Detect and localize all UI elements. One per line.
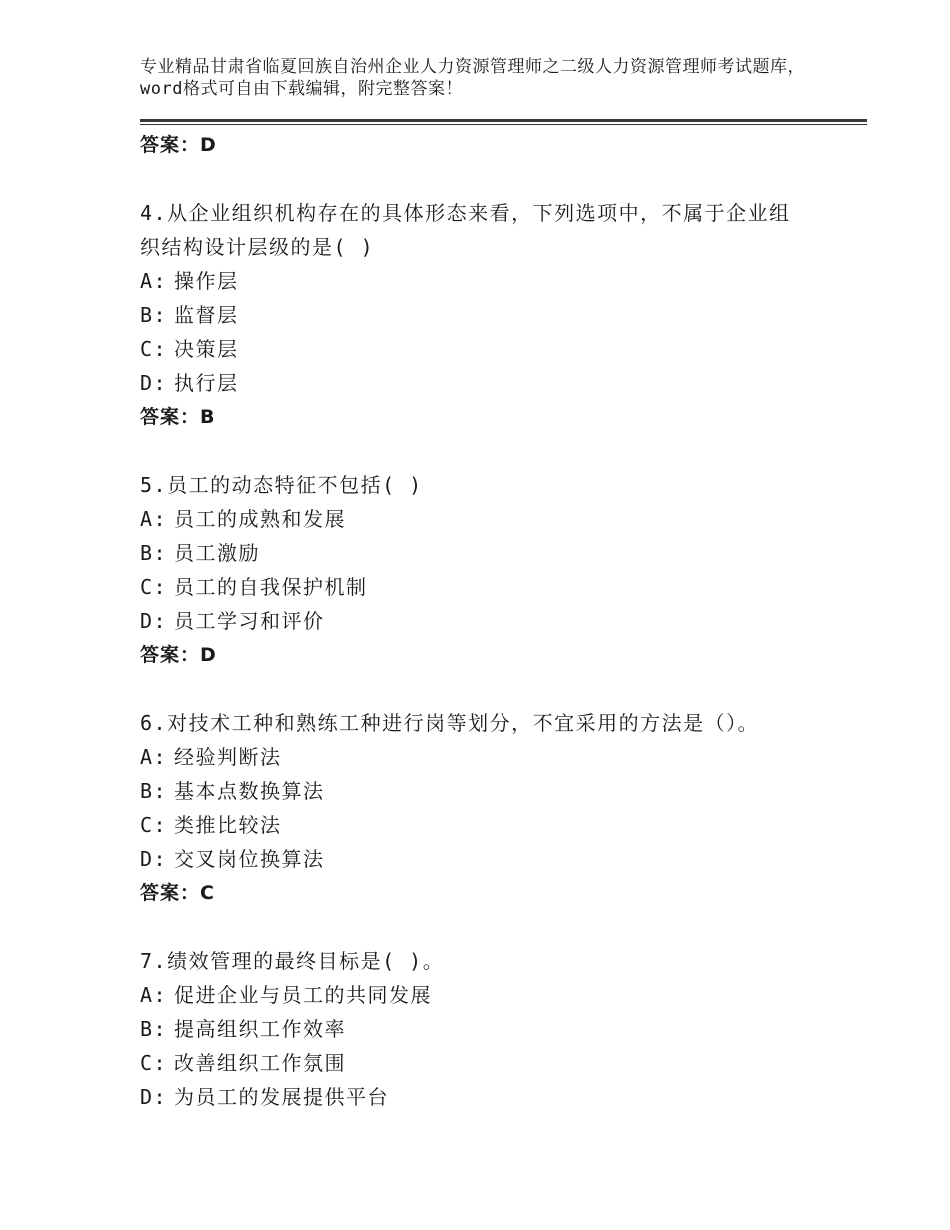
option-letter: B: [140,541,168,565]
option-c [140,332,867,366]
header-rule-thin [140,124,867,125]
option-letter: A: [140,745,168,769]
option-a [140,502,867,536]
option-text: 基本点数换算法 [174,779,325,803]
header-rule-thick [140,119,867,122]
option-b [140,298,867,332]
option-text: 操作层 [174,269,239,293]
option-d [140,604,867,638]
option-b [140,1012,867,1046]
question-list [140,128,867,1114]
option-letter: C: [140,1051,168,1075]
question-block [140,706,867,910]
option-text: 员工激励 [174,541,260,565]
option-b [140,774,867,808]
option-text: 经验判断法 [174,745,282,769]
option-letter: C: [140,575,168,599]
question-block [140,196,867,434]
option-text: 员工的自我保护机制 [174,575,368,599]
option-text: 促进企业与员工的共同发展 [174,983,432,1007]
option-letter: A: [140,269,168,293]
question-stem: 4.从企业组织机构存在的具体形态来看，下列选项中，不属于企业组织结构设计层级的是( ) [140,201,791,259]
option-text: 监督层 [174,303,239,327]
option-letter: D: [140,609,168,633]
spacer [140,910,867,944]
option-text: 执行层 [174,371,239,395]
option-letter: C: [140,813,168,837]
question-block [140,468,867,672]
option-a [140,740,867,774]
spacer [140,672,867,706]
option-letter: A: [140,983,168,1007]
option-text: 为员工的发展提供平台 [174,1085,389,1109]
question-stem: 7.绩效管理的最终目标是( )。 [140,949,445,973]
option-letter: B: [140,303,168,327]
option-text: 员工的成熟和发展 [174,507,346,531]
answer-line: 答案：D [140,134,217,156]
option-b [140,536,867,570]
answer-line: 答案：C [140,882,215,904]
question-stem: 6.对技术工种和熟练工种进行岗等划分，不宜采用的方法是（）。 [140,711,760,735]
option-a [140,264,867,298]
option-a [140,978,867,1012]
question-stem: 5.员工的动态特征不包括( ) [140,473,423,497]
option-text: 员工学习和评价 [174,609,325,633]
option-text: 决策层 [174,337,239,361]
option-d [140,366,867,400]
question-block [140,944,867,1114]
option-letter: B: [140,1017,168,1041]
answer-line: 答案：B [140,406,216,428]
option-d [140,842,867,876]
option-letter: D: [140,847,168,871]
header-title: 专业精品甘肃省临夏回族自治州企业人力资源管理师之二级人力资源管理师考试题库，word格式可自由下载编辑，附完整答案！ [140,57,805,99]
option-text: 交叉岗位换算法 [174,847,325,871]
option-c [140,1046,867,1080]
option-letter: C: [140,337,168,361]
option-letter: A: [140,507,168,531]
option-c [140,570,867,604]
spacer [140,434,867,468]
answer-line: 答案：D [140,644,217,666]
option-c [140,808,867,842]
spacer [140,162,867,196]
option-text: 提高组织工作效率 [174,1017,346,1041]
option-letter: D: [140,371,168,395]
option-text: 改善组织工作氛围 [174,1051,346,1075]
option-letter: B: [140,779,168,803]
option-letter: D: [140,1085,168,1109]
option-text: 类推比较法 [174,813,282,837]
option-d [140,1080,867,1114]
